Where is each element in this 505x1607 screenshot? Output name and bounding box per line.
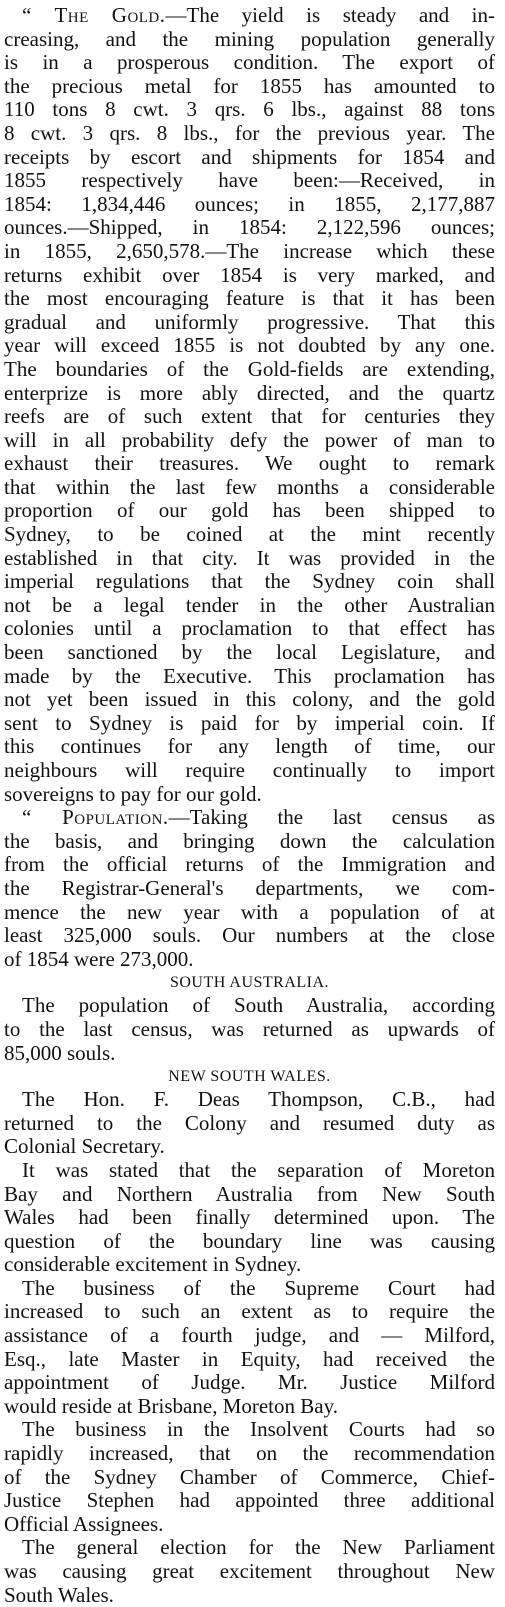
population-label: “ Population.	[22, 805, 169, 830]
nsw-paragraph-3	[4, 1277, 495, 1419]
paragraph-line: reefs are of such extent that for centuries they	[4, 404, 495, 429]
paragraph-line: will in all probability defy the power of man to	[4, 427, 495, 452]
paragraph-line: —Taking the last census as	[168, 805, 495, 830]
paragraph-line: established in that city. It was provided in the	[4, 545, 495, 570]
paragraph-line: considerable excitement in Sydney.	[4, 1252, 302, 1277]
paragraph-line: that within the last few months a considerable	[4, 474, 495, 499]
paragraph-line: year will exceed 1855 is not doubted by any one.	[4, 333, 495, 358]
section-heading-south-australia: SOUTH AUSTRALIA.	[169, 974, 330, 992]
paragraph-line: of the Sydney Chamber of Commerce, Chief-	[4, 1464, 495, 1489]
nsw-paragraph-2	[4, 1159, 495, 1277]
paragraph-line: 110 tons 8 cwt. 3 qrs. 6 lbs., against 88 tons	[4, 97, 495, 122]
population-first-line	[4, 806, 495, 830]
newspaper-column	[4, 4, 495, 1607]
paragraph-line: the precious metal for 1855 has amounted to	[4, 73, 495, 98]
paragraph-line: South Wales.	[4, 1582, 114, 1607]
paragraph-line: is in a prosperous condition. The export of	[4, 50, 495, 75]
paragraph-line: increased to such an extent as to require the	[4, 1299, 495, 1324]
paragraph-line: 1855 respectively have been:—Received, in	[4, 168, 495, 193]
paragraph-line: Colonial Secretary.	[4, 1134, 165, 1159]
paragraph-line: the basis, and bringing down the calculation	[4, 828, 495, 853]
nsw-paragraph-5	[4, 1536, 495, 1607]
paragraph-line: least 325,000 souls. Our numbers at the close	[4, 923, 495, 948]
paragraph-line: sovereigns to pay for our gold.	[4, 781, 262, 806]
paragraph-line: neighbours will require continually to import	[4, 758, 495, 782]
paragraph-line: Sydney, to be coined at the mint recently	[4, 522, 495, 547]
gold-paragraph	[4, 4, 495, 806]
paragraph-line: been sanctioned by the local Legislature, and	[4, 640, 495, 665]
paragraph-line: The general election for the New Parliament	[22, 1535, 495, 1560]
paragraph-line: question of the boundary line was causing	[4, 1228, 495, 1253]
paragraph-line: the Registrar-General's departments, we com-	[4, 875, 495, 900]
paragraph-line: appointment of Judge. Mr. Justice Milford	[4, 1370, 495, 1395]
paragraph-line: imperial regulations that the Sydney coin shall	[4, 569, 495, 594]
population-paragraph	[4, 806, 495, 971]
paragraph-line: would reside at Brisbane, Moreton Bay.	[4, 1393, 338, 1418]
paragraph-line: this continues for any length of time, our	[4, 734, 495, 759]
paragraph-line: 85,000 souls.	[4, 1040, 116, 1065]
paragraph-line: not yet been issued in this colony, and the gold	[4, 687, 495, 712]
paragraph-line: not be a legal tender in the other Australian	[4, 592, 495, 617]
paragraph-line: Justice Stephen had appointed three additional	[4, 1488, 495, 1513]
paragraph-line: mence the new year with a population of at	[4, 899, 495, 924]
nsw-paragraph-1	[4, 1088, 495, 1159]
paragraph-line: sent to Sydney is paid for by imperial coin. If	[4, 710, 495, 735]
south-australia-paragraph	[4, 994, 495, 1065]
paragraph-line: ounces.—Shipped, in 1854: 2,122,596 ounces;	[4, 215, 495, 240]
nsw-paragraph-4	[4, 1418, 495, 1536]
paragraph-line: made by the Executive. This proclamation has	[4, 663, 495, 688]
paragraph-line: enterprize is more ably directed, and the quartz	[4, 380, 495, 405]
paragraph-line: the most encouraging feature is that it has been	[4, 286, 495, 311]
paragraph-line: The population of South Australia, according	[22, 993, 495, 1018]
paragraph-line: The boundaries of the Gold-fields are extending,	[4, 356, 495, 381]
paragraph-line: in 1855, 2,650,578.—The increase which these	[4, 238, 495, 263]
paragraph-line: It was stated that the separation of Moreton	[22, 1157, 495, 1182]
paragraph-line: Esq., late Master in Equity, had received the	[4, 1346, 495, 1371]
paragraph-line: 8 cwt. 3 qrs. 8 lbs., for the previous year. The	[4, 120, 495, 145]
paragraph-line: Bay and Northern Australia from New South	[4, 1181, 495, 1206]
paragraph-line: The business in the Insolvent Courts had so	[22, 1417, 495, 1442]
paragraph-line: creasing, and the mining population generally	[4, 26, 495, 51]
paragraph-line: gradual and uniformly progressive. That this	[4, 309, 495, 334]
paragraph-line: rapidly increased, that on the recommendation	[4, 1441, 495, 1466]
section-heading-new-south-wales: NEW SOUTH WALES.	[168, 1068, 331, 1086]
paragraph-line: receipts by escort and shipments for 1854 and	[4, 144, 495, 169]
paragraph-line: 1854: 1,834,446 ounces; in 1855, 2,177,887	[4, 191, 495, 216]
gold-label: “ The Gold.	[22, 3, 166, 27]
paragraph-line: Wales had been finally determined upon. The	[4, 1205, 495, 1230]
paragraph-line: returned to the Colony and resumed duty as	[4, 1110, 495, 1135]
paragraph-line: returns exhibit over 1854 is very marked, and	[4, 262, 495, 287]
paragraph-line: Official Assignees.	[4, 1511, 164, 1536]
paragraph-line: The Hon. F. Deas Thompson, C.B., had	[22, 1087, 495, 1112]
paragraph-line: of 1854 were 273,000.	[4, 946, 194, 971]
paragraph-line: exhaust their treasures. We ought to remark	[4, 451, 495, 476]
paragraph-line: The business of the Supreme Court had	[22, 1275, 495, 1300]
paragraph-line: was causing great excitement throughout New	[4, 1559, 495, 1583]
paragraph-line: proportion of our gold has been shipped to	[4, 498, 495, 523]
paragraph-line: colonies until a proclamation to that effect has	[4, 616, 495, 641]
paragraph-line: assistance of a fourth judge, and — Milford,	[4, 1323, 495, 1348]
paragraph-line: —The yield is steady and in-	[165, 3, 495, 27]
paragraph-line: to the last census, was returned as upwards of	[4, 1016, 495, 1041]
paragraph-line: from the official returns of the Immigration and	[4, 852, 495, 877]
gold-first-line	[4, 4, 495, 28]
